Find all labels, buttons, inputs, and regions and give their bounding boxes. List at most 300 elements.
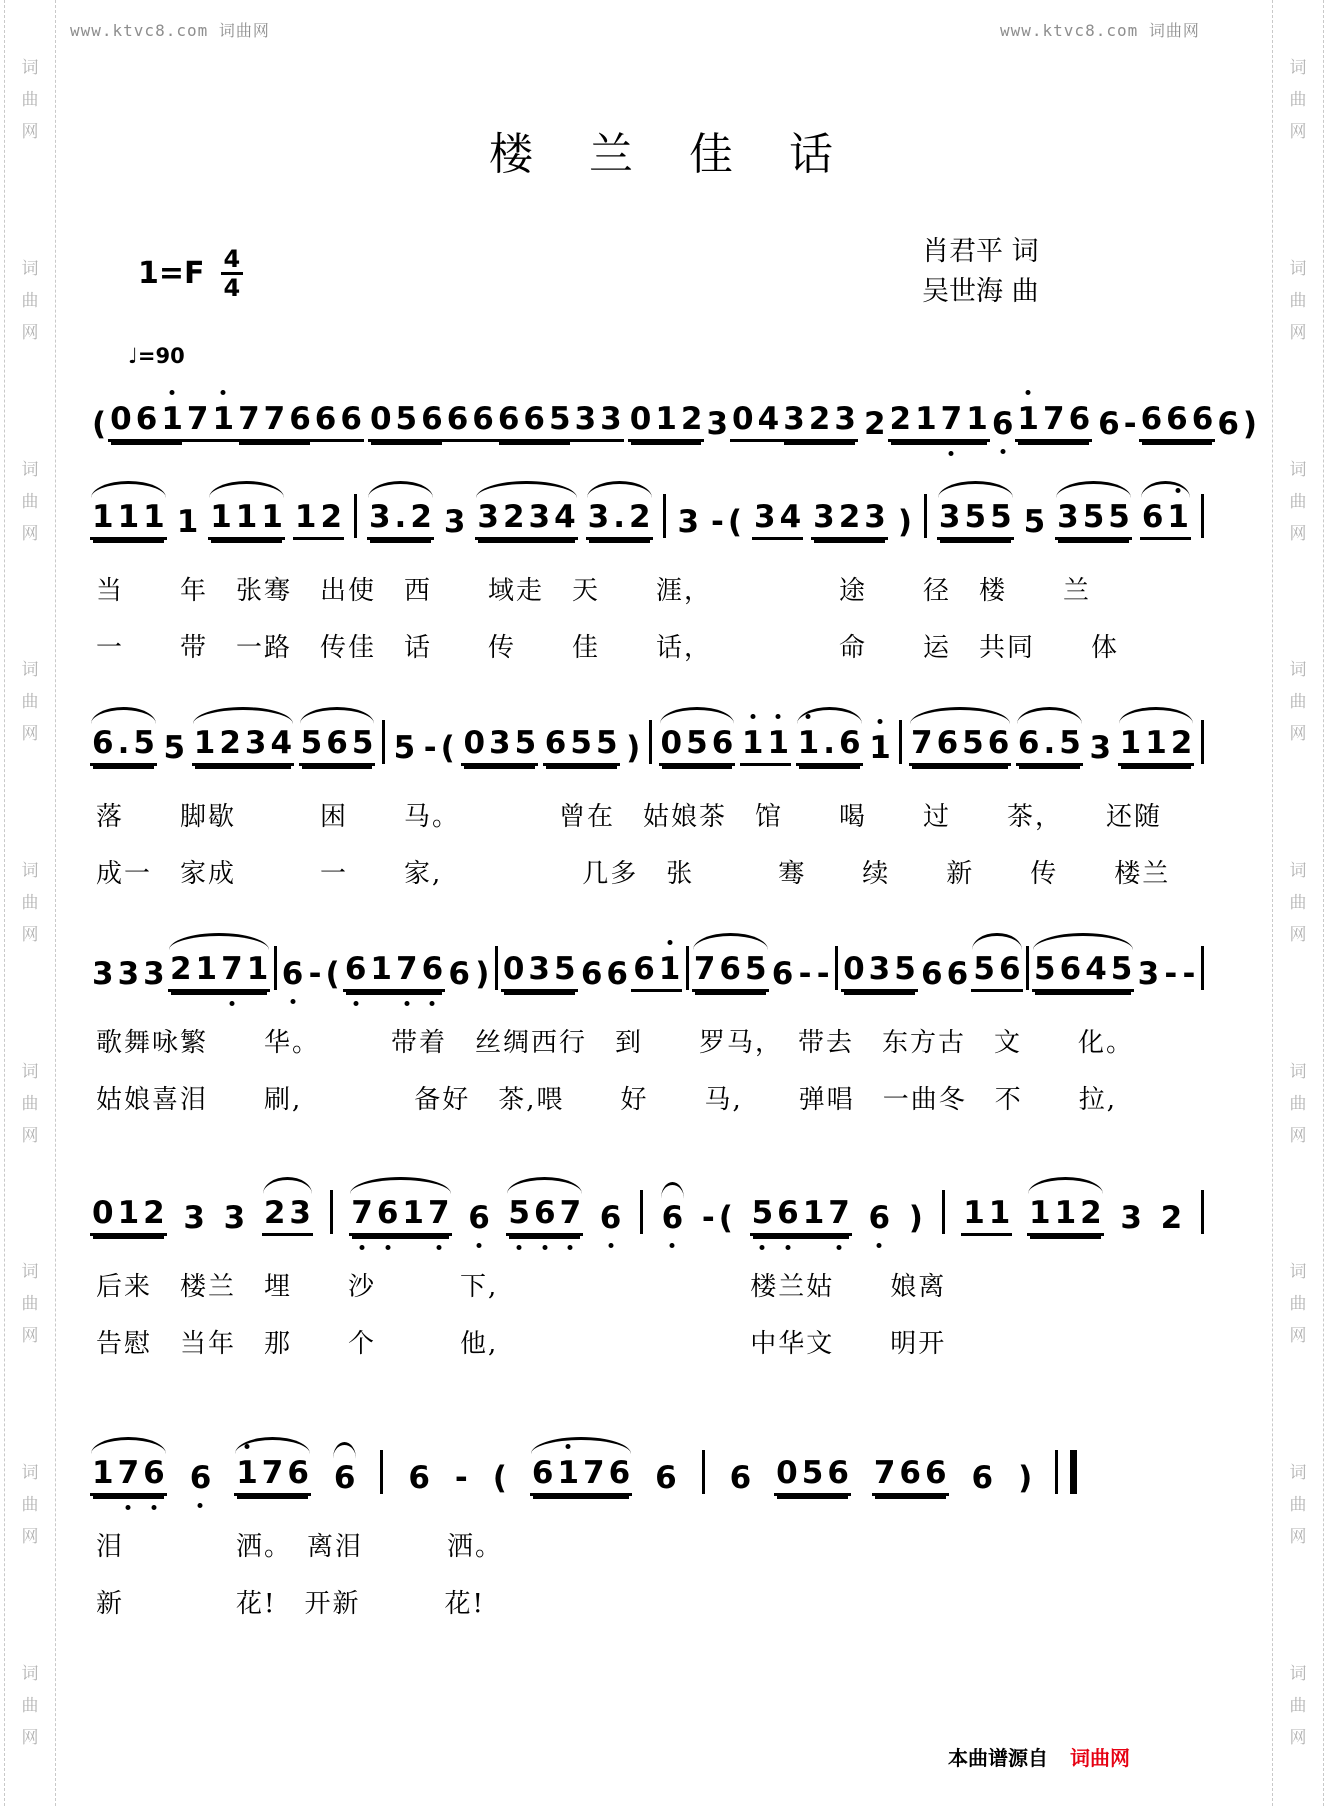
note-digit: 6 (141, 1455, 167, 1491)
note-token (222, 1200, 248, 1236)
note-digit: 7 (873, 1455, 896, 1491)
notes-line (88, 466, 1210, 558)
note-digit: 4 (757, 401, 780, 437)
note-token (368, 401, 445, 442)
note-token (208, 499, 285, 540)
note-digit: 4 (270, 725, 293, 761)
octave-dot-below (360, 1245, 365, 1250)
note-digit: 6 (1017, 725, 1040, 761)
note-token (1087, 730, 1113, 766)
note-token (1055, 499, 1132, 540)
note-token (624, 730, 642, 766)
note-digit: 2 (263, 1195, 286, 1231)
note-digit: ) (908, 1200, 923, 1236)
slur-arc (300, 707, 375, 724)
slur-arc (91, 481, 166, 498)
note-digit: 1 (117, 1195, 140, 1231)
note-digit: 5 (1059, 725, 1081, 761)
note-digit: - (454, 1460, 468, 1496)
slur-arc (910, 707, 1010, 724)
note-token (704, 406, 730, 442)
note-token (990, 406, 1016, 442)
note-digit: 6 (188, 1460, 214, 1496)
note-digit: 0 (843, 951, 865, 987)
note-digit: 3 (754, 499, 776, 535)
note-token (740, 725, 791, 766)
lyrics-line-1: 歌舞咏繁 华。 带着 丝绸西行 到 罗马， 带去 东方古 文 化。 (96, 1028, 1135, 1058)
side-watermark-text (22, 1457, 39, 1553)
note-digit: 6 (135, 401, 158, 437)
side-watermark-text (22, 1658, 39, 1754)
watermark-char: 曲 (21, 692, 39, 713)
bar-line (1201, 720, 1204, 764)
note-digit: 5 (300, 725, 323, 761)
note-digit: 1 (988, 1195, 1011, 1231)
note-digit: 6 (711, 725, 734, 761)
octave-dot-above (566, 1444, 571, 1449)
note-digit: 1 (555, 1455, 581, 1491)
note-digit: . (613, 499, 626, 535)
note-digit: 7 (426, 1195, 452, 1231)
watermark-char: 词 (21, 1262, 39, 1283)
octave-dot-below (837, 1245, 842, 1250)
note-digit: 6 (448, 956, 470, 992)
note-digit: 0 (776, 1455, 798, 1491)
note-digit: 6 (775, 1195, 801, 1231)
slur-arc (169, 933, 269, 950)
slur-arc (209, 481, 284, 498)
bar-line (330, 1190, 333, 1234)
side-watermark-text (22, 1256, 39, 1352)
note-digit: 1 (235, 499, 258, 535)
note-digit: 5 (1023, 504, 1046, 540)
lyrics-line-1: 后来 楼兰 埋 沙 下, 楼兰姑 娘离 (96, 1272, 947, 1302)
note-digit: 2 (143, 1195, 165, 1231)
tempo-marking: ♩=90 (128, 344, 185, 368)
note-digit: 7 (939, 401, 965, 437)
slur-arc (1033, 933, 1133, 950)
note-digit: 5 (1108, 499, 1130, 535)
note-token (90, 406, 108, 442)
note-digit: 7 (558, 1195, 584, 1231)
note-token (461, 725, 538, 766)
note-digit: 1 (1145, 725, 1167, 761)
side-watermark-text (1290, 1457, 1307, 1553)
note-digit: 3 (938, 499, 961, 535)
watermark-char: 曲 (21, 1695, 39, 1716)
note-token (1139, 401, 1216, 442)
note-token (909, 725, 1011, 766)
note-digit: 7 (394, 951, 420, 987)
note-token (175, 504, 201, 540)
note-digit: - (1123, 406, 1137, 442)
side-watermark-text (1290, 454, 1307, 550)
note-digit: 1 (740, 725, 766, 761)
note-digit: 1 (370, 951, 392, 987)
watermark-char: 曲 (21, 491, 39, 512)
side-watermark-text (22, 253, 39, 349)
music-system-1 (88, 368, 1258, 460)
slur-arc (333, 1442, 357, 1459)
bar-line (640, 1190, 643, 1234)
note-digit: 0 (660, 725, 683, 761)
note-token (108, 401, 185, 442)
note-token (1016, 1460, 1034, 1496)
note-token (1241, 406, 1259, 442)
note-digit: 6 (987, 725, 1010, 761)
note-digit: 1 (915, 401, 937, 437)
note-digit: 3 (368, 499, 391, 535)
note-token (888, 401, 990, 442)
note-token (1096, 406, 1122, 442)
bar-line (649, 720, 652, 764)
lyrics-line-1: 落 脚歇 困 马。 曾在 姑娘茶 馆 喝 过 茶， 还随 (96, 802, 1163, 832)
note-digit: 6 (326, 725, 348, 761)
note-digit: 3 (1057, 499, 1079, 535)
note-digit: 7 (116, 1455, 142, 1491)
note-digit: 1 (261, 499, 283, 535)
slur-arc (531, 1437, 631, 1454)
note-token (313, 401, 364, 442)
bar-line (663, 494, 666, 538)
note-token (781, 401, 858, 442)
note-digit: 6 (729, 1460, 752, 1496)
note-digit: 7 (693, 951, 716, 987)
note-digit: 2 (410, 499, 432, 535)
note-token (280, 956, 306, 992)
note-token (730, 401, 781, 442)
note-digit: 1 (294, 499, 317, 535)
note-token (598, 1200, 624, 1236)
music-system-4 (88, 918, 1210, 1116)
watermark-char: 曲 (1289, 491, 1307, 512)
note-token (446, 956, 472, 992)
note-token (422, 730, 457, 766)
note-digit: 2 (502, 499, 525, 535)
note-digit: 2 (169, 951, 192, 987)
note-digit: . (117, 725, 130, 761)
note-token (896, 504, 914, 540)
note-token (90, 1195, 167, 1236)
note-token (293, 499, 344, 540)
note-token (491, 1460, 509, 1496)
watermark-char: 网 (1289, 724, 1307, 745)
note-digit: 1 (963, 1195, 985, 1231)
watermark-char: 网 (21, 322, 39, 343)
slur-arc (91, 707, 156, 724)
note-token (653, 1460, 679, 1496)
note-digit: 5 (962, 725, 984, 761)
bar-line (924, 494, 927, 538)
note-token (770, 956, 796, 992)
note-digit: 1 (402, 1195, 424, 1231)
note-digit: 3 (868, 951, 891, 987)
note-token (343, 951, 445, 992)
note-token (971, 951, 1022, 992)
note-digit: 4 (554, 499, 576, 535)
note-digit: 6 (466, 1200, 492, 1236)
note-token (192, 725, 294, 766)
note-digit: - (1182, 956, 1196, 992)
watermark-char: 网 (1289, 122, 1307, 143)
lyrics-line-2: 姑娘喜泪 刷, 备好 茶,喂 好 马, 弹唱 一曲冬 不 拉, (96, 1085, 1118, 1115)
note-digit: 5 (750, 1195, 776, 1231)
note-digit: 6 (660, 1200, 686, 1236)
note-token (1118, 725, 1195, 766)
note-digit: 6 (340, 401, 362, 437)
music-system-2 (88, 466, 1210, 664)
slur-arc (1017, 707, 1082, 724)
note-digit: 7 (186, 401, 209, 437)
watermark-char: 词 (21, 58, 39, 79)
note-token (392, 730, 418, 766)
slur-arc (1119, 707, 1194, 724)
octave-dot-below (198, 1503, 203, 1508)
note-token (1136, 956, 1162, 992)
bar-line (835, 946, 838, 990)
note-digit: - (308, 956, 322, 992)
bar-line (274, 946, 277, 990)
note-digit: 1 (176, 504, 199, 540)
note-digit: 1 (193, 725, 216, 761)
note-token (234, 1455, 311, 1496)
note-digit: 5 (549, 401, 571, 437)
note-token (332, 1460, 358, 1496)
note-digit: 6 (544, 725, 567, 761)
note-digit: 6 (375, 1195, 401, 1231)
note-digit: 6 (314, 401, 337, 437)
note-digit: 6 (289, 401, 311, 437)
note-digit: 1 (796, 725, 822, 761)
note-token (579, 956, 630, 992)
note-digit: 6 (936, 725, 959, 761)
watermark-char: 曲 (21, 290, 39, 311)
note-token (188, 1460, 214, 1496)
note-digit: 3 (92, 956, 114, 992)
note-digit: 6 (921, 956, 943, 992)
note-digit: 5 (801, 1455, 824, 1491)
note-digit: - (423, 730, 437, 766)
bar-line (495, 946, 498, 990)
note-token (442, 504, 468, 540)
side-watermark-text (1290, 253, 1307, 349)
octave-dot-below (151, 1505, 156, 1510)
note-digit: 6 (472, 401, 494, 437)
note-digit: 2 (1080, 1195, 1102, 1231)
note-digit: ) (897, 504, 912, 540)
note-digit: 6 (867, 1200, 893, 1236)
source-site-link[interactable]: 词曲网 (1070, 1746, 1130, 1770)
note-digit: . (823, 725, 835, 761)
watermark-char: 词 (1289, 459, 1307, 480)
note-digit: ( (492, 1460, 507, 1496)
side-watermark-text (1290, 1256, 1307, 1352)
note-digit: 7 (910, 725, 933, 761)
note-digit: 1 (143, 499, 165, 535)
octave-dot-below (1000, 449, 1005, 454)
lyrics-line-1: 泪 洒。 离泪 洒。 (96, 1532, 504, 1562)
octave-dot-below (353, 1001, 358, 1006)
watermark-char: 词 (21, 1462, 39, 1483)
note-digit: ( (440, 730, 455, 766)
slur-arc (350, 1177, 450, 1194)
note-digit: 5 (395, 401, 418, 437)
lyrics-line-2: 一 带 一路 传佳 话 传 佳 话， 命 运 共同 体 (96, 633, 1120, 663)
watermark-char: 网 (1289, 322, 1307, 343)
note-token (1162, 956, 1179, 992)
note-digit: 6 (287, 1455, 309, 1491)
note-digit: 7 (1042, 401, 1065, 437)
octave-dot-below (568, 1245, 573, 1250)
watermark-char: 词 (1289, 860, 1307, 881)
note-digit: 1 (246, 951, 269, 987)
watermark-char: 曲 (1289, 1294, 1307, 1315)
note-digit: 1 (159, 401, 185, 437)
note-digit: 5 (1082, 499, 1105, 535)
note-token (811, 499, 888, 540)
note-digit: 6 (633, 951, 655, 987)
note-digit: 6 (1191, 401, 1214, 437)
note-token (970, 1460, 996, 1496)
octave-dot-above (776, 714, 781, 719)
note-token (1159, 1200, 1185, 1236)
note-token (907, 1200, 925, 1236)
note-digit: 3 (223, 1200, 246, 1236)
note-digit: 7 (261, 1455, 284, 1491)
note-digit: 0 (369, 401, 392, 437)
note-digit: 1 (802, 1195, 825, 1231)
watermark-char: 词 (21, 860, 39, 881)
note-digit: 3 (783, 401, 805, 437)
note-token (700, 1200, 735, 1236)
note-token (659, 725, 736, 766)
note-digit: 6 (925, 1455, 947, 1491)
slur-arc (263, 1177, 312, 1194)
note-digit: 6 (899, 1455, 921, 1491)
note-token (862, 406, 888, 442)
note-digit: 1 (195, 951, 218, 987)
note-token (453, 1460, 470, 1496)
note-digit: - (1164, 956, 1178, 992)
note-token (185, 401, 236, 442)
slur-arc (1056, 481, 1131, 498)
note-token (475, 499, 577, 540)
note-token (496, 401, 573, 442)
note-digit: 6 (598, 1200, 624, 1236)
note-digit: 6 (990, 406, 1016, 442)
left-watermark-strip (4, 0, 56, 1806)
octave-dot-below (877, 1243, 882, 1248)
key-signature (138, 246, 243, 301)
watermark-char: 网 (21, 1727, 39, 1748)
note-digit: 1 (1015, 401, 1041, 437)
note-token (90, 1455, 167, 1496)
note-digit: 2 (680, 401, 703, 437)
octave-dot-below (517, 1245, 522, 1250)
music-system-5 (88, 1162, 1210, 1360)
note-digit: 5 (570, 725, 592, 761)
slur-arc (972, 933, 1021, 950)
note-digit: 1 (117, 499, 140, 535)
note-digit: 6 (655, 1460, 677, 1496)
note-digit: 5 (351, 725, 374, 761)
top-right-watermark: www.ktvc8.com 词曲网 (1000, 21, 1200, 40)
composer-credit: 吴世海 曲 (922, 276, 1039, 307)
note-token (501, 951, 578, 992)
note-token (466, 1200, 492, 1236)
note-digit: 3 (244, 725, 267, 761)
note-digit: 2 (219, 725, 241, 761)
note-token (543, 725, 620, 766)
note-digit: ( (92, 406, 107, 442)
side-watermark-text (22, 1056, 39, 1152)
note-digit: ) (1242, 406, 1258, 442)
octave-dot-below (608, 1243, 613, 1248)
slur-arc (1141, 481, 1190, 498)
note-digit: 3 (813, 499, 835, 535)
watermark-char: 网 (1289, 1125, 1307, 1146)
note-digit: 3 (587, 499, 610, 535)
note-digit: 3 (489, 725, 511, 761)
time-signature-denominator: 4 (223, 274, 241, 302)
note-digit: 6 (92, 725, 114, 761)
note-token (867, 1200, 893, 1236)
source-prefix: 本曲谱源自 (948, 1746, 1048, 1770)
note-digit: 5 (163, 730, 186, 766)
watermark-char: 网 (21, 924, 39, 945)
note-token (841, 951, 918, 992)
note-digit: 6 (719, 951, 741, 987)
note-token (750, 1195, 852, 1236)
note-digit: 2 (629, 499, 651, 535)
note-digit: 6 (1217, 406, 1239, 442)
note-digit: 3 (834, 401, 856, 437)
note-token (660, 1200, 686, 1236)
note-digit: 6 (280, 956, 306, 992)
note-digit: 7 (583, 1455, 605, 1491)
note-digit: 1 (966, 401, 988, 437)
note-digit: 6 (608, 1455, 631, 1491)
octave-dot-below (476, 1243, 481, 1248)
lyricist-credit: 肖君平 词 (922, 236, 1039, 267)
slur-arc (938, 481, 1013, 498)
lyrics-line-2: 成一 家成 一 家, 几多 张 骞 续 新 传 楼兰 (96, 859, 1171, 889)
note-token (162, 730, 188, 766)
time-signature-numerator: 4 (221, 246, 244, 275)
note-digit: 5 (744, 951, 767, 987)
watermark-char: 网 (1289, 523, 1307, 544)
lyrics-line-1: 当 年 张骞 出使 西 域走 天 涯， 途 径 楼 兰 (96, 576, 1092, 606)
watermark-char: 曲 (1289, 90, 1307, 111)
note-token (752, 499, 803, 540)
note-token (796, 725, 863, 766)
note-digit: 1 (657, 951, 683, 987)
watermark-char: 词 (21, 459, 39, 480)
notes-line (88, 918, 1210, 1010)
note-token (774, 1455, 851, 1496)
note-digit: 5 (964, 499, 987, 535)
note-digit: 1 (1165, 499, 1191, 535)
octave-dot-above (750, 714, 755, 719)
note-digit: 6 (771, 956, 794, 992)
bar-line (354, 494, 357, 538)
notes-line (88, 692, 1210, 784)
note-digit: 5 (686, 725, 708, 761)
note-digit: 3 (864, 499, 886, 535)
note-digit: 3 (600, 401, 622, 437)
octave-dot-below (229, 1001, 234, 1006)
note-digit: 2 (838, 499, 861, 535)
